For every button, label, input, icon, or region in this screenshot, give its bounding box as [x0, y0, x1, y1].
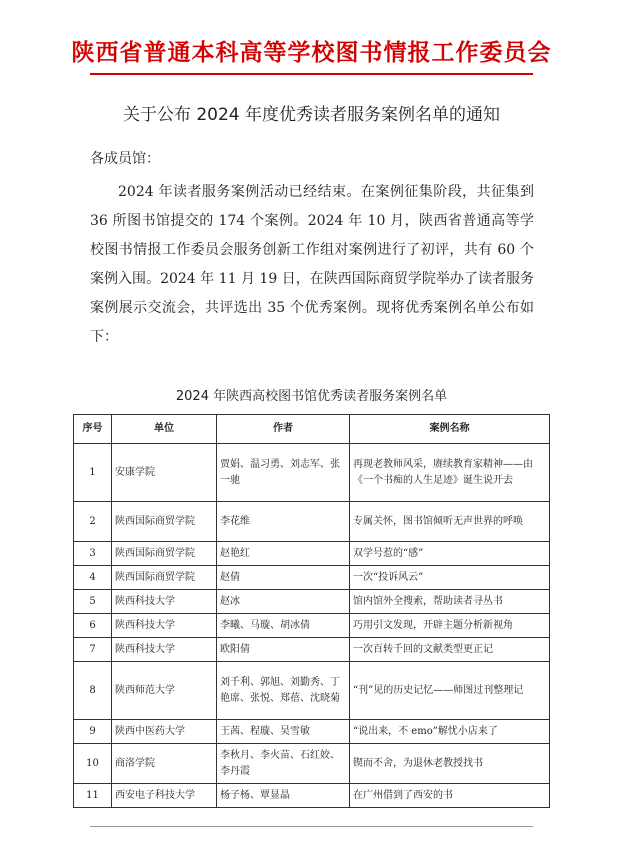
table-row	[74, 662, 550, 720]
cell-no: 10	[74, 744, 112, 784]
cell-unit: 陕西国际商贸学院	[112, 566, 217, 590]
cell-no: 2	[74, 502, 112, 542]
cell-author: 刘千利、郭旭、刘勤秀、丁艳席、张悦、郑蓓、沈晓菊	[217, 662, 350, 720]
cell-unit: 陕西科技大学	[112, 590, 217, 614]
cell-author: 赵倩	[217, 566, 350, 590]
header-author: 作者	[217, 415, 350, 444]
table-row	[74, 638, 550, 662]
table-row	[74, 444, 550, 502]
cell-no: 8	[74, 662, 112, 720]
cell-no: 6	[74, 614, 112, 638]
cell-author: 赵艳红	[217, 542, 350, 566]
cell-unit: 陕西师范大学	[112, 662, 217, 720]
header-case: 案例名称	[350, 415, 550, 444]
header-unit: 单位	[112, 415, 217, 444]
org-title: 陕西省普通本科高等学校图书情报工作委员会	[71, 39, 552, 66]
cell-case: 专属关怀，图书馆倾听无声世界的呼唤	[350, 502, 550, 542]
table-row	[74, 720, 550, 744]
cell-author: 李曦、马璇、胡冰倩	[217, 614, 350, 638]
cell-author: 王茜、程璇、吴雪敏	[217, 720, 350, 744]
table-row	[74, 614, 550, 638]
cell-author: 李秋月、李火苗、石红姣、李丹霞	[217, 744, 350, 784]
cell-unit: 商洛学院	[112, 744, 217, 784]
table-row	[74, 784, 550, 808]
cell-unit: 陕西科技大学	[112, 614, 217, 638]
table-header-row	[74, 415, 550, 444]
cell-author: 杨子杨、覃显晶	[217, 784, 350, 808]
table-caption: 2024 年陕西高校图书馆优秀读者服务案例名单	[175, 389, 448, 404]
cell-author: 欧阳倩	[217, 638, 350, 662]
header-no: 序号	[74, 415, 112, 444]
cell-unit: 陕西中医药大学	[112, 720, 217, 744]
cell-case: 巧用引文发现，开辟主题分析新视角	[350, 614, 550, 638]
cell-unit: 陕西国际商贸学院	[112, 542, 217, 566]
cell-no: 5	[74, 590, 112, 614]
cell-no: 9	[74, 720, 112, 744]
header-divider	[90, 73, 533, 75]
cell-author: 李花维	[217, 502, 350, 542]
cell-unit: 陕西国际商贸学院	[112, 502, 217, 542]
cell-author: 贾娟、温习勇、刘志军、张一驰	[217, 444, 350, 502]
cell-case: 在广州借到了西安的书	[350, 784, 550, 808]
cell-case: 一次“投诉风云”	[350, 566, 550, 590]
cell-no: 7	[74, 638, 112, 662]
table-row	[74, 566, 550, 590]
cell-case: “刊”见的历史记忆——师图过刊整理记	[350, 662, 550, 720]
table-row	[74, 590, 550, 614]
salutation: 各成员馆：	[90, 151, 160, 167]
table-row	[74, 542, 550, 566]
notice-title: 关于公布 2024 年度优秀读者服务案例名单的通知	[122, 105, 501, 125]
cell-unit: 安康学院	[112, 444, 217, 502]
cell-no: 4	[74, 566, 112, 590]
cell-author: 赵冰	[217, 590, 350, 614]
footer-divider	[90, 826, 533, 827]
cell-unit: 陕西科技大学	[112, 638, 217, 662]
cell-unit: 西安电子科技大学	[112, 784, 217, 808]
table-row	[74, 744, 550, 784]
table-row	[74, 502, 550, 542]
cell-no: 1	[74, 444, 112, 502]
cell-case: “说出来，不 emo”解忧小店来了	[350, 720, 550, 744]
cell-no: 11	[74, 784, 112, 808]
cell-case: 再现老教师风采，赓续教育家精神——由《一个书痴的人生足迹》诞生说开去	[350, 444, 550, 502]
cell-no: 3	[74, 542, 112, 566]
cases-table	[73, 414, 550, 808]
cell-case: 锲而不舍，为退休老教授找书	[350, 744, 550, 784]
cell-case: 一次百转千回的文献类型更正记	[350, 638, 550, 662]
body-paragraph: 2024 年读者服务案例活动已经结束。在案例征集阶段，共征集到 36 所图书馆提交的 174 个案例。2024 年 10 月，陕西省普通高等学校图书情报工作委员会服务创新工作组对案例进行了初评，共有 60 个案例入围。2024 年 11 月 19 日，在陕西国际商贸学院举办了读者服务案例展示交流会，共评选出 35 个优秀案例。现将优秀案例名单公布如下：	[90, 184, 534, 345]
cell-case: 双学号惹的“感”	[350, 542, 550, 566]
cell-case: 馆内馆外全搜索，帮助读者寻丛书	[350, 590, 550, 614]
